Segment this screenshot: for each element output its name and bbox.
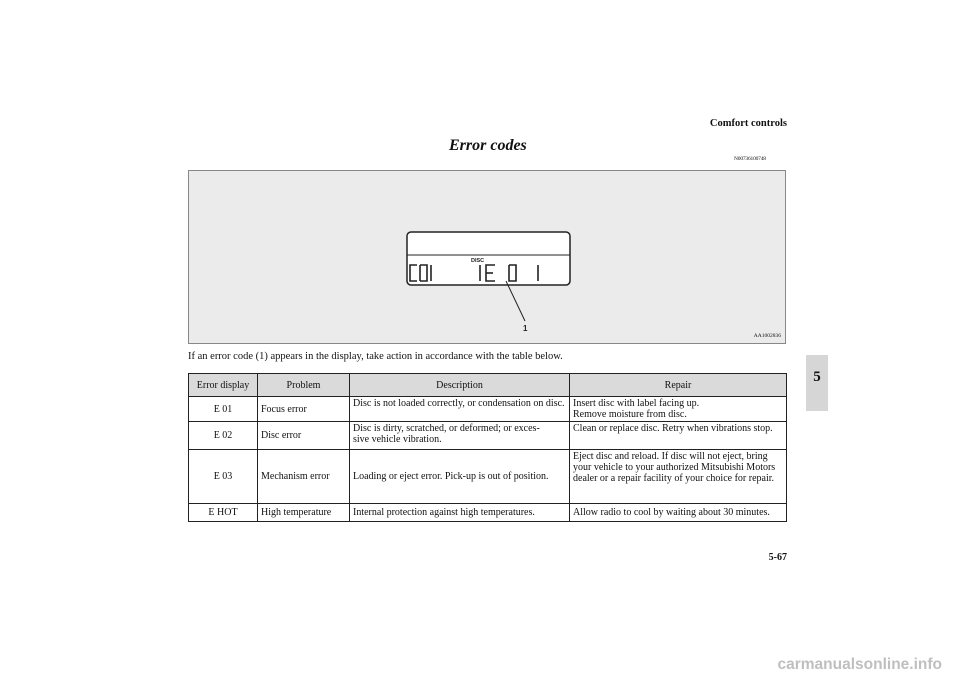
header-error-display: Error display [189,374,258,397]
cell-problem: Mechanism error [258,450,350,504]
cell-error-display: E 01 [189,397,258,422]
table-header-row [189,374,787,397]
cell-problem: High temperature [258,504,350,522]
display-illustration [188,170,786,344]
cell-description: Internal protection against high temperatures. [350,504,570,522]
header-repair: Repair [570,374,787,397]
table-row [189,397,787,422]
cell-description: Disc is not loaded correctly, or condensation on disc. [350,397,570,422]
figure-reference-code: AA1002836 [753,333,781,339]
page-number: 5-67 [768,552,787,563]
cell-error-display: E 02 [189,422,258,450]
cell-problem: Disc error [258,422,350,450]
lcd-display-drawing [189,171,787,345]
table-row [189,504,787,522]
chapter-number: 5 [813,369,821,385]
error-code-table [188,373,787,522]
cell-repair: Eject disc and reload. If disc will not eject, bring your vehicle to your authorized Mitsubishi Motors dealer or a repair facility of your choice for repair. [570,450,787,504]
disc-indicator-label: DISC [471,258,485,264]
cell-repair: Allow radio to cool by waiting about 30 minutes. [570,504,787,522]
cell-repair: Insert disc with label facing up. Remove moisture from disc. [570,397,787,422]
cell-error-display: E 03 [189,450,258,504]
section-header: Comfort controls [709,118,787,129]
chapter-tab [806,355,828,411]
intro-paragraph: If an error code (1) appears in the display, take action in accordance with the table below. [188,351,563,362]
header-problem: Problem [258,374,350,397]
table-row [189,450,787,504]
title-reference-code: N00736100748 [734,156,766,162]
header-description: Description [350,374,570,397]
cell-description: Disc is dirty, scratched, or deformed; or exces- sive vehicle vibration. [350,422,570,450]
callout-leader-line [506,281,525,321]
callout-number: 1 [523,324,528,333]
table-row [189,422,787,450]
page-title: Error codes [449,137,527,154]
cell-description: Loading or eject error. Pick-up is out of position. [350,450,570,504]
cell-repair: Clean or replace disc. Retry when vibrations stop. [570,422,787,450]
site-watermark[interactable]: carmanualsonline.info [777,656,942,673]
cell-problem: Focus error [258,397,350,422]
cell-error-display: E HOT [189,504,258,522]
